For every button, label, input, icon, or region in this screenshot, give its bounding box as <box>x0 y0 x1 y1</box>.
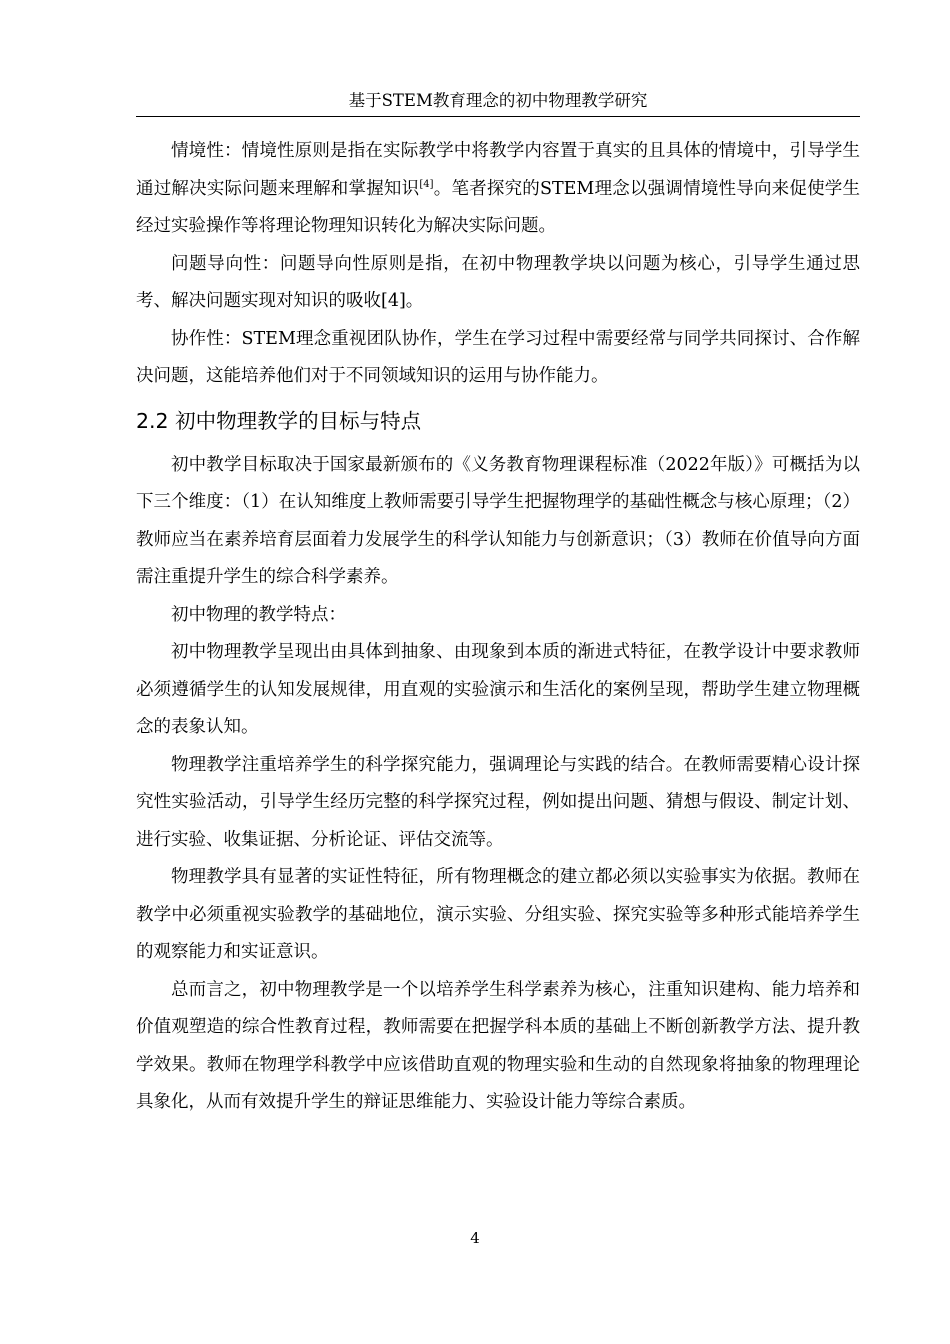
paragraph-collaboration: 协作性：STEM理念重视团队协作，学生在学习过程中需要经常与同学共同探讨、合作解决问题，这能培养他们对于不同领域知识的运用与协作能力。 <box>136 328 860 386</box>
paragraph-feature-inquiry: 物理教学注重培养学生的科学探究能力，强调理论与实践的结合。在教师需要精心设计探究性实验活动，引导学生经历完整的科学探究过程，例如提出问题、猜想与假设、制定计划、进行实验、收集证据、分析论证、评估交流等。 <box>136 754 860 850</box>
page-body <box>136 133 860 1122</box>
paragraph-text: 情境性：情境性原则是指在实际教学中将教学内容置于真实的且具体的情境中，引导学生通过解决实际问题来理解和掌握知识 <box>136 141 860 199</box>
paragraph-problem-oriented: 问题导向性：问题导向性原则是指，在初中物理教学块以问题为核心，引导学生通过思考、解决问题实现对知识的吸收[4]。 <box>136 253 860 311</box>
paragraph-situational <box>136 133 860 246</box>
paragraph-features-intro: 初中物理的教学特点： <box>171 604 346 625</box>
paragraph-text: 。笔者探究的STEM理念以强调情境性导向来促使学生经过实验操作等将理论物理知识转化为解决实际问题。 <box>136 178 860 236</box>
paragraph-summary: 总而言之，初中物理教学是一个以培养学生科学素养为核心，注重知识建构、能力培养和价值观塑造的综合性教育过程，教师需要在把握学科本质的基础上不断创新教学方法、提升教学效果。教师在物理学科教学中应该借助直观的物理实验和生动的自然现象将抽象的物理理论具象化，从而有效提升学生的辩证思维能力、实验设计能力等综合素质。 <box>136 979 860 1112</box>
citation-marker: [4] <box>419 178 434 190</box>
page-number: 4 <box>470 1229 480 1247</box>
paragraph-teaching-goals: 初中教学目标取决于国家最新颁布的《义务教育物理课程标准（2022年版）》可概括为以下三个维度：（1）在认知维度上教师需要引导学生把握物理学的基础性概念与核心原理；（2）教师应当在素养培育层面着力发展学生的科学认知能力与创新意识；（3）教师在价值导向方面需注重提升学生的综合科学素养。 <box>136 454 860 587</box>
paragraph-feature-empirical: 物理教学具有显著的实证性特征，所有物理概念的建立都必须以实验事实为依据。教师在教学中必须重视实验教学的基础地位，演示实验、分组实验、探究实验等多种形式能培养学生的观察能力和实证意识。 <box>136 867 860 962</box>
running-header: 基于STEM教育理念的初中物理教学研究 <box>136 86 860 117</box>
paragraph-feature-progressive: 初中物理教学呈现出由具体到抽象、由现象到本质的渐进式特征，在教学设计中要求教师必须遵循学生的认知发展规律，用直观的实验演示和生活化的案例呈现，帮助学生建立物理概念的表象认知。 <box>136 642 860 737</box>
section-heading: 2.2 初中物理教学的目标与特点 <box>136 408 422 433</box>
